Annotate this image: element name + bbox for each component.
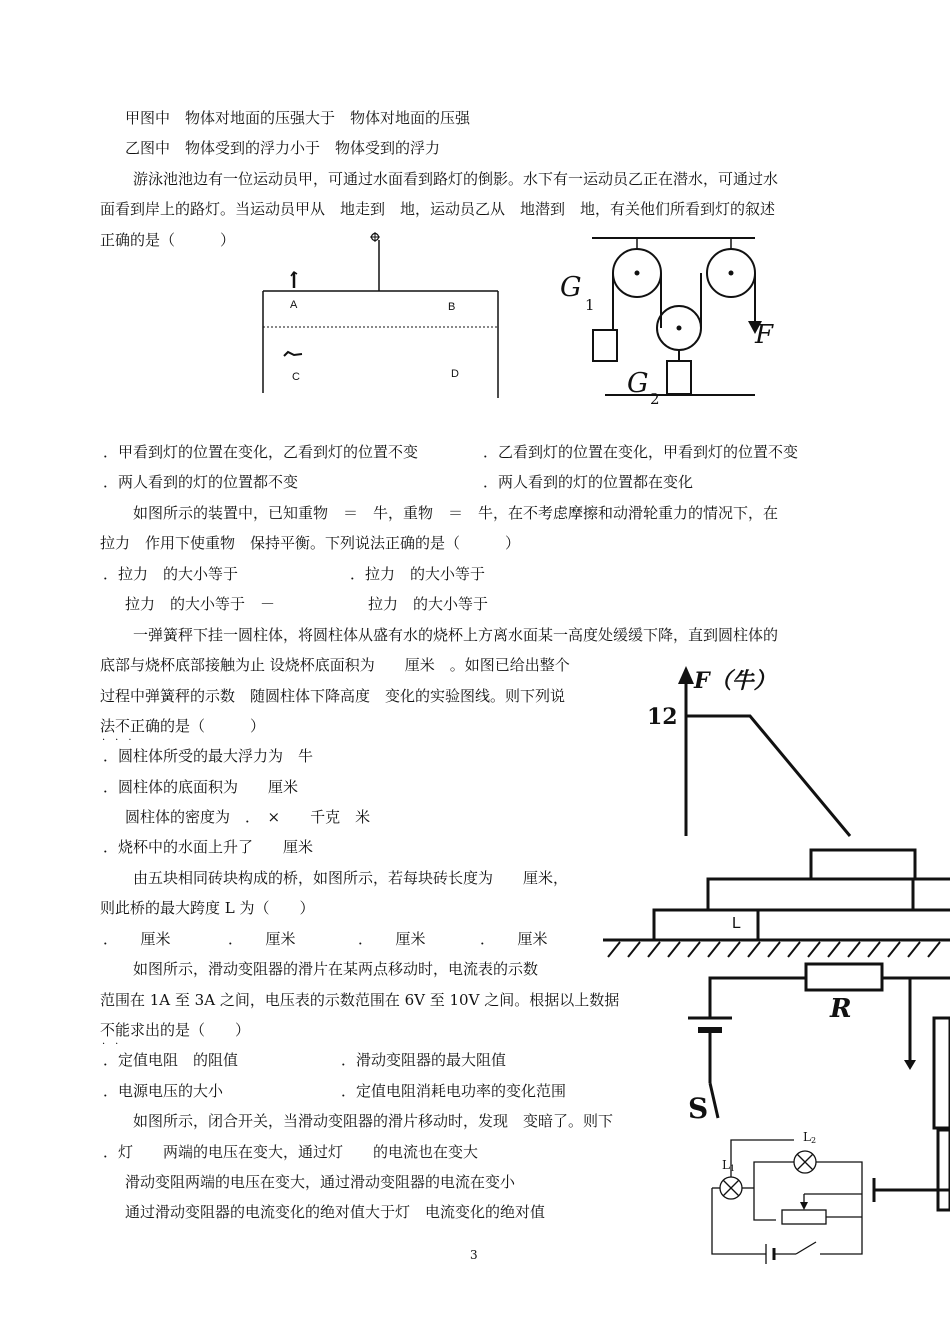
emphasis-dots: ··· — [102, 735, 142, 746]
option-c: 拉力 的大小等于 － — [125, 595, 276, 613]
text-line-5: 正确的是（ ） — [100, 231, 236, 249]
option-a: ．甲看到灯的位置在变化，乙看到灯的位置不变 — [103, 443, 419, 461]
option-d: ．烧杯中的水面上升了 厘米 — [103, 838, 314, 856]
option-d: ．两人看到的灯的位置都在变化 — [483, 473, 694, 491]
option-b: ． 厘米 — [228, 930, 296, 948]
option-a: ．拉力 的大小等于 — [103, 565, 239, 583]
label-l2: L — [803, 1130, 811, 1144]
text-line-1: 甲图中 物体对地面的压强大于 物体对地面的压强 — [125, 109, 471, 127]
pulley-figure — [555, 228, 774, 413]
label-f: F — [755, 320, 774, 350]
text-line-spring-2: 底部与烧杯底部接触为止 设烧杯底面积为 厘米 。如图已给出整个 — [100, 656, 570, 674]
option-c: 圆柱体的密度为 ． × 千克 米 — [125, 808, 371, 826]
y-axis-label: F（牛） — [694, 668, 776, 694]
text-line-spring-3: 过程中弹簧秤的示数 随圆柱体下降高度 变化的实验图线。则下列说 — [100, 687, 566, 705]
option-c: ．两人看到的灯的位置都不变 — [103, 473, 299, 491]
label-g2-sub: 2 — [650, 390, 660, 408]
text-line-pulley-1: 如图所示的装置中，已知重物 ＝ 牛，重物 ＝ 牛，在不考虑摩擦和动滑轮重力的情况下，在 — [133, 504, 779, 522]
option-a: ．定值电阻 的阻值 — [103, 1051, 239, 1069]
text-line-rheostat-3: 不能求出的是（ ） — [100, 1021, 251, 1039]
label-d: D — [451, 368, 459, 380]
option-d: ．定值电阻消耗电功率的变化范围 — [341, 1082, 567, 1100]
option-a: ．灯 两端的电压在变大，通过灯 的电流也在变大 — [103, 1143, 479, 1161]
label-g1-sub: 1 — [585, 296, 595, 314]
label-l2-sub: 2 — [811, 1136, 817, 1145]
label-l1-sub: 1 — [730, 1164, 736, 1173]
option-b: ．拉力 的大小等于 — [350, 565, 486, 583]
label-l1: L — [722, 1158, 730, 1172]
text-line-rheostat-1: 如图所示，滑动变阻器的滑片在某两点移动时，电流表的示数 — [133, 960, 539, 978]
option-c: ．电源电压的大小 — [103, 1082, 224, 1100]
bridge-figure — [603, 840, 950, 958]
label-b: B — [448, 301, 456, 313]
emphasis-dots: ·· — [102, 1039, 129, 1050]
option-b: ．圆柱体的底面积为 厘米 — [103, 778, 299, 796]
text-line-3: 游泳池池边有一位运动员甲，可通过水面看到路灯的倒影。水下有一运动员乙正在潜水，可通过水 — [133, 170, 779, 188]
option-b: 滑动变阻两端的电压在变大，通过滑动变阻器的电流在变小 — [125, 1173, 516, 1191]
text-line-bridge-1: 由五块相同砖块构成的桥，如图所示，若每块砖长度为 厘米， — [133, 869, 569, 887]
label-a: A — [290, 299, 298, 311]
lamp-circuit-figure — [700, 1130, 950, 1275]
text-line-spring-1: 一弹簧秤下挂一圆柱体，将圆柱体从盛有水的烧杯上方离水面某一高度处缓缓下降，直到圆柱体的 — [133, 626, 779, 644]
option-c: ． 厘米 — [358, 930, 426, 948]
force-graph-figure — [642, 658, 852, 836]
label-l: L — [732, 915, 741, 932]
pool-figure — [258, 228, 503, 400]
text-line-pulley-2: 拉力 作用下使重物 保持平衡。下列说法正确的是（ ） — [100, 534, 521, 552]
label-c: C — [292, 371, 300, 383]
label-g2: G — [627, 368, 649, 399]
text-line-4: 面看到岸上的路灯。当运动员甲从 地走到 地，运动员乙从 地潜到 地，有关他们所看到灯的叙述 — [100, 200, 776, 218]
label-s: S — [688, 1092, 709, 1125]
text-line-bridge-2: 则此桥的最大跨度 L 为（ ） — [100, 899, 315, 917]
option-a: ．圆柱体所受的最大浮力为 牛 — [103, 747, 314, 765]
option-a: ． 厘米 — [103, 930, 171, 948]
option-d: ． 厘米 — [480, 930, 548, 948]
text-line-spring-4: 法不正确的是（ ） — [100, 717, 266, 735]
option-c: 通过滑动变阻器的电流变化的绝对值大于灯 电流变化的绝对值 — [125, 1203, 546, 1221]
text-line-2: 乙图中 物体受到的浮力小于 物体受到的浮力 — [125, 139, 441, 157]
text-line-lamp-1: 如图所示，闭合开关，当滑动变阻器的滑片移动时，发现 变暗了。则下 — [133, 1112, 614, 1130]
label-g1: G — [560, 272, 582, 303]
option-b: ．乙看到灯的位置在变化，甲看到灯的位置不变 — [483, 443, 799, 461]
text-line-rheostat-2: 范围在 1A 至 3A 之间，电压表的示数范围在 6V 至 10V 之间。根据以上数据 — [100, 991, 620, 1009]
page-number: 3 — [470, 1248, 478, 1262]
option-d: 拉力 的大小等于 — [368, 595, 489, 613]
label-r: R — [830, 994, 852, 1024]
option-b: ．滑动变阻器的最大阻值 — [341, 1051, 507, 1069]
y-tick-12: 12 — [647, 704, 678, 730]
circuit-r-figure — [688, 958, 950, 1130]
